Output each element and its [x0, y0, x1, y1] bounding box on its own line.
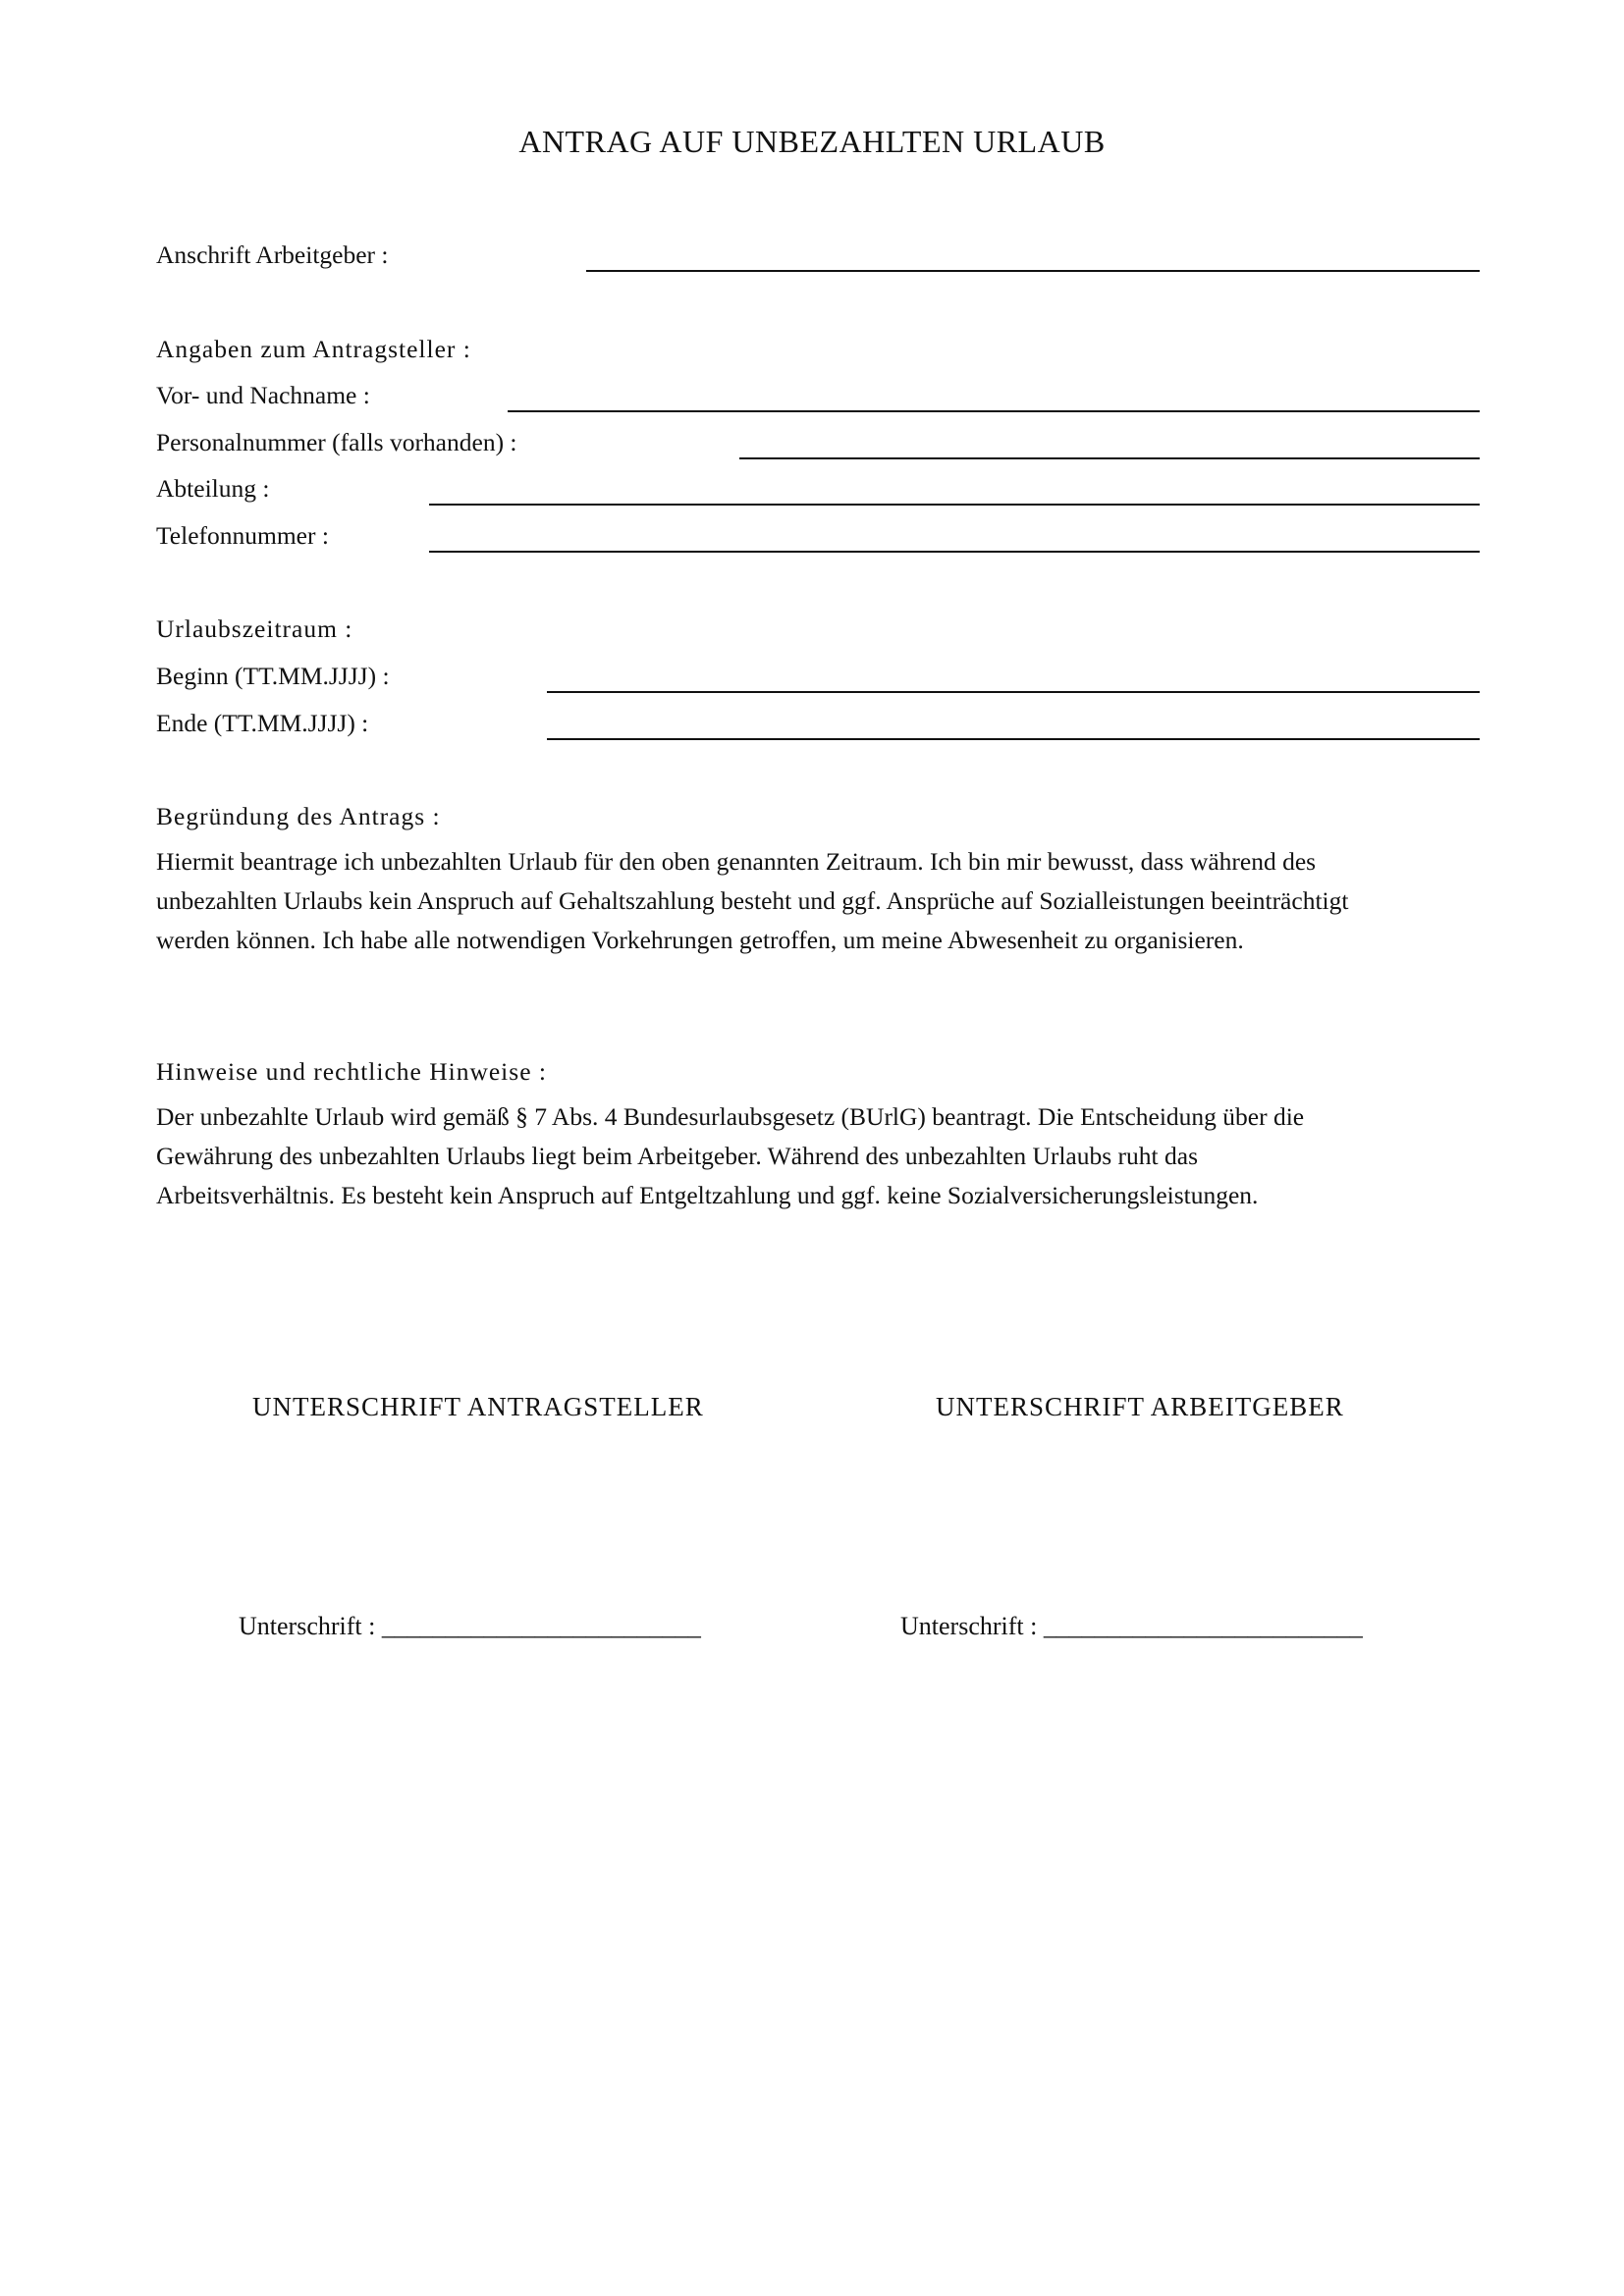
employer-address-field[interactable] [586, 270, 1480, 272]
legal-notes-heading: Hinweise und rechtliche Hinweise : [156, 1057, 547, 1086]
justification-line: werden können. Ich habe alle notwendigen Vorkehrungen getroffen, um meine Abwesenheit zu organisieren. [156, 926, 1244, 954]
justification-heading: Begründung des Antrags : [156, 802, 441, 830]
justification-line: Hiermit beantrage ich unbezahlten Urlaub für den oben genannten Zeitraum. Ich bin mir bewusst, dass während des [156, 847, 1317, 876]
department-field[interactable] [429, 504, 1480, 506]
employer-address-label: Anschrift Arbeitgeber : [156, 240, 389, 269]
applicant-section-heading: Angaben zum Antragsteller : [156, 335, 471, 363]
name-field[interactable] [508, 410, 1480, 412]
justification-line: unbezahlten Urlaubs kein Anspruch auf Gehaltszahlung besteht und ggf. Ansprüche auf Sozialleistungen beeinträchtigt [156, 886, 1349, 915]
employer-signature-heading: UNTERSCHRIFT ARBEITGEBER [936, 1392, 1344, 1421]
department-label: Abteilung : [156, 474, 270, 503]
applicant-signature-heading: UNTERSCHRIFT ANTRAGSTELLER [252, 1392, 704, 1421]
phone-field[interactable] [429, 551, 1480, 553]
legal-notes-line: Arbeitsverhältnis. Es besteht kein Anspruch auf Entgeltzahlung und ggf. keine Sozialversicherungsleistungen. [156, 1181, 1259, 1209]
phone-label: Telefonnummer : [156, 521, 329, 550]
end-date-field[interactable] [547, 738, 1480, 740]
applicant-signature-field[interactable]: Unterschrift : _________________________ [239, 1612, 701, 1640]
start-date-field[interactable] [547, 691, 1480, 693]
document-title: ANTRAG AUF UNBEZAHLTEN URLAUB [518, 124, 1106, 159]
legal-notes-line: Der unbezahlte Urlaub wird gemäß § 7 Abs. 4 Bundesurlaubsgesetz (BUrlG) beantragt. Die Entscheidung über die [156, 1102, 1305, 1131]
legal-notes-line: Gewährung des unbezahlten Urlaubs liegt beim Arbeitgeber. Während des unbezahlten Urlaubs ruht das [156, 1142, 1198, 1170]
legal-notes-paragraph [156, 1097, 1472, 1215]
end-date-label: Ende (TT.MM.JJJJ) : [156, 709, 369, 737]
period-section-heading: Urlaubszeitraum : [156, 614, 353, 643]
personnel-number-field[interactable] [739, 457, 1480, 459]
employer-signature-field[interactable]: Unterschrift : _________________________ [900, 1612, 1363, 1640]
name-label: Vor- und Nachname : [156, 381, 370, 409]
justification-paragraph [156, 842, 1472, 960]
personnel-number-label: Personalnummer (falls vorhanden) : [156, 428, 517, 456]
start-date-label: Beginn (TT.MM.JJJJ) : [156, 662, 390, 690]
